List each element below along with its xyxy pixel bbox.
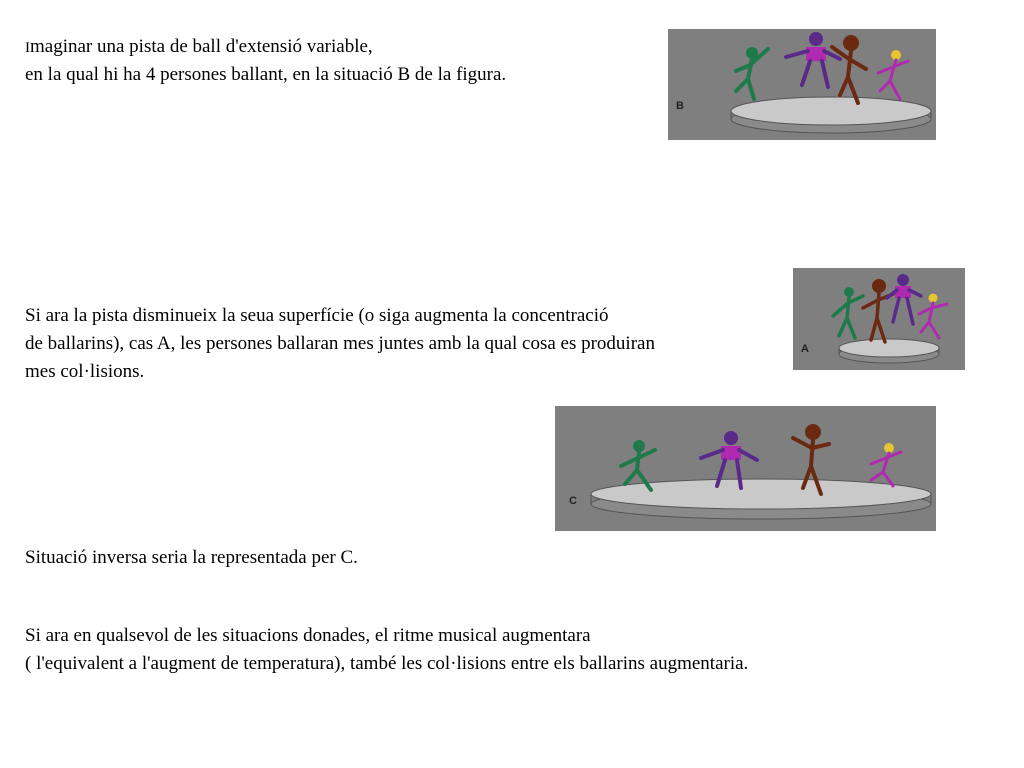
dancer-magenta <box>919 294 947 339</box>
intro-initial: I <box>25 40 30 56</box>
dancer-brown <box>832 35 866 103</box>
figure-a-label: A <box>801 343 809 355</box>
dancer-magenta <box>871 443 901 486</box>
paragraph-intro <box>25 33 506 89</box>
paragraph-inverse <box>25 544 358 572</box>
figure-b-illustration <box>668 29 936 140</box>
dancer-green <box>736 47 768 99</box>
dancer-brown <box>863 279 893 342</box>
case-a-line-2: de ballarins), cas A, les persones ballaran mes juntes amb la qual cosa es produiran <box>25 333 655 354</box>
figure-b-label: B <box>676 100 684 112</box>
case-a-line-1: Si ara la pista disminueix la seua superfície (o siga augmenta la concentració <box>25 305 609 326</box>
dancer-purple <box>786 32 840 87</box>
dancer-magenta <box>878 50 908 99</box>
rhythm-line-2: ( l'equivalent a l'augment de temperatura), també les col·lisions entre els ballarins augmentaria. <box>25 653 749 674</box>
paragraph-rhythm <box>25 622 748 678</box>
dancer-green <box>833 287 863 338</box>
figure-c-illustration <box>555 406 936 531</box>
case-a-line-3: mes col·lisions. <box>25 361 145 382</box>
figure-c-label: C <box>569 495 577 507</box>
intro-line-1 <box>25 33 506 61</box>
dancer-purple <box>887 274 921 324</box>
paragraph-case-a <box>25 302 655 386</box>
inverse-line-1: Situació inversa seria la representada per C. <box>25 547 358 568</box>
figure-a-illustration <box>793 268 965 370</box>
intro-line-1-text: maginar una pista de ball d'extensió variable, <box>30 36 373 57</box>
intro-line-2: en la qual hi ha 4 persones ballant, en la situació B de la figura. <box>25 64 507 85</box>
rhythm-line-1: Si ara en qualsevol de les situacions donades, el ritme musical augmentara <box>25 625 591 646</box>
figure-situation-b <box>668 29 936 140</box>
figure-situation-c <box>555 406 936 531</box>
figure-situation-a <box>793 268 965 370</box>
